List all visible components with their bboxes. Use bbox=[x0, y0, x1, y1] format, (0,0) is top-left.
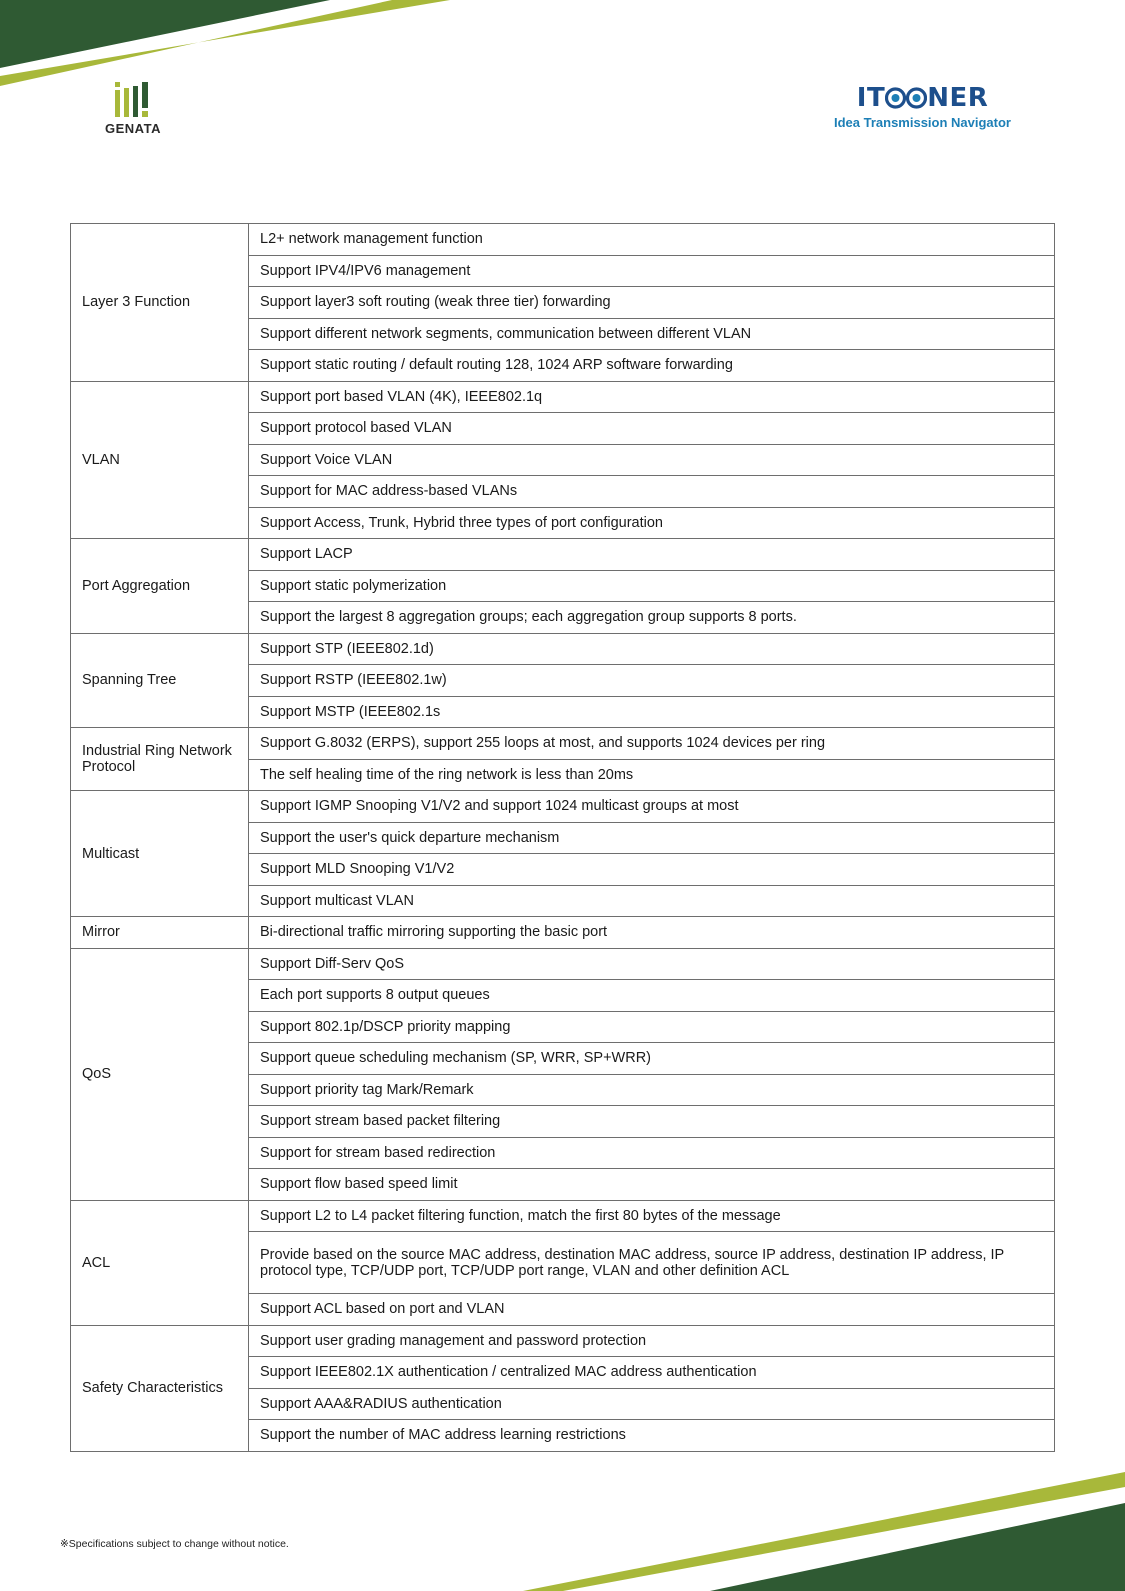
spec-feature: Support the user's quick departure mechanism bbox=[249, 822, 1055, 854]
spec-feature: Support user grading management and password protection bbox=[249, 1325, 1055, 1357]
spec-feature: L2+ network management function bbox=[249, 224, 1055, 256]
spec-category: Layer 3 Function bbox=[71, 224, 249, 382]
table-row bbox=[71, 633, 1055, 665]
spec-feature: Support layer3 soft routing (weak three tier) forwarding bbox=[249, 287, 1055, 319]
spec-feature: Support port based VLAN (4K), IEEE802.1q bbox=[249, 381, 1055, 413]
spec-feature: Support IGMP Snooping V1/V2 and support 1024 multicast groups at most bbox=[249, 791, 1055, 823]
genata-logo bbox=[98, 82, 168, 136]
spec-feature: Support MSTP (IEEE802.1s bbox=[249, 696, 1055, 728]
spec-feature: Support the largest 8 aggregation groups; each aggregation group supports 8 ports. bbox=[249, 602, 1055, 634]
spec-feature: Support flow based speed limit bbox=[249, 1169, 1055, 1201]
itooner-logo bbox=[830, 84, 1015, 130]
spec-category: Port Aggregation bbox=[71, 539, 249, 634]
table-row bbox=[71, 1200, 1055, 1232]
spec-feature: Support MLD Snooping V1/V2 bbox=[249, 854, 1055, 886]
spec-feature: Support L2 to L4 packet filtering function, match the first 80 bytes of the message bbox=[249, 1200, 1055, 1232]
spec-feature: Support ACL based on port and VLAN bbox=[249, 1294, 1055, 1326]
spec-feature: Support LACP bbox=[249, 539, 1055, 571]
spec-feature: Support 802.1p/DSCP priority mapping bbox=[249, 1011, 1055, 1043]
spec-feature: Support IEEE802.1X authentication / centralized MAC address authentication bbox=[249, 1357, 1055, 1389]
spec-category: VLAN bbox=[71, 381, 249, 539]
spec-feature: Support for stream based redirection bbox=[249, 1137, 1055, 1169]
spec-feature: Support STP (IEEE802.1d) bbox=[249, 633, 1055, 665]
wordmark-prefix: IT bbox=[856, 83, 886, 113]
spec-category: ACL bbox=[71, 1200, 249, 1325]
table-row bbox=[71, 948, 1055, 980]
spec-feature: Support for MAC address-based VLANs bbox=[249, 476, 1055, 508]
specification-table bbox=[70, 223, 1055, 1452]
genata-bars-logo-icon bbox=[114, 82, 152, 118]
spec-feature: Support different network segments, communication between different VLAN bbox=[249, 318, 1055, 350]
spec-feature: Support G.8032 (ERPS), support 255 loops at most, and supports 1024 devices per ring bbox=[249, 728, 1055, 760]
spec-category: Mirror bbox=[71, 917, 249, 949]
table-row bbox=[71, 791, 1055, 823]
footer-note: ※Specifications subject to change without notice. bbox=[60, 1538, 289, 1550]
specification-table-body bbox=[71, 224, 1055, 1452]
spec-feature: Support the number of MAC address learning restrictions bbox=[249, 1420, 1055, 1452]
spec-category: Spanning Tree bbox=[71, 633, 249, 728]
spec-feature: Support priority tag Mark/Remark bbox=[249, 1074, 1055, 1106]
spec-feature: Each port supports 8 output queues bbox=[249, 980, 1055, 1012]
spec-category: QoS bbox=[71, 948, 249, 1200]
spec-feature: Support Access, Trunk, Hybrid three types of port configuration bbox=[249, 507, 1055, 539]
itooner-eyes-logo-icon bbox=[885, 87, 927, 109]
genata-brand-text: GENATA bbox=[105, 121, 161, 136]
spec-feature: The self healing time of the ring network is less than 20ms bbox=[249, 759, 1055, 791]
spec-feature: Provide based on the source MAC address, destination MAC address, source IP address, destination IP address, IP protocol type, TCP/UDP port, TCP/UDP port range, VLAN and other definition ACL bbox=[249, 1232, 1055, 1294]
spec-feature: Support Diff-Serv QoS bbox=[249, 948, 1055, 980]
table-row bbox=[71, 917, 1055, 949]
spec-feature: Support Voice VLAN bbox=[249, 444, 1055, 476]
spec-feature: Support protocol based VLAN bbox=[249, 413, 1055, 445]
table-row bbox=[71, 381, 1055, 413]
table-row bbox=[71, 1325, 1055, 1357]
spec-feature: Support stream based packet filtering bbox=[249, 1106, 1055, 1138]
wordmark-suffix: NER bbox=[927, 83, 989, 113]
itooner-tagline: Idea Transmission Navigator bbox=[833, 115, 1011, 130]
spec-feature: Support IPV4/IPV6 management bbox=[249, 255, 1055, 287]
spec-feature: Support AAA&RADIUS authentication bbox=[249, 1388, 1055, 1420]
spec-category: Industrial Ring Network Protocol bbox=[71, 728, 249, 791]
top-left-dark-stripe bbox=[0, 0, 330, 68]
table-row bbox=[71, 539, 1055, 571]
spec-feature: Support multicast VLAN bbox=[249, 885, 1055, 917]
spec-feature: Bi-directional traffic mirroring supporting the basic port bbox=[249, 917, 1055, 949]
table-row bbox=[71, 224, 1055, 256]
spec-category: Multicast bbox=[71, 791, 249, 917]
spec-feature: Support RSTP (IEEE802.1w) bbox=[249, 665, 1055, 697]
itooner-wordmark bbox=[830, 84, 1015, 112]
table-row bbox=[71, 728, 1055, 760]
spec-feature: Support static routing / default routing 128, 1024 ARP software forwarding bbox=[249, 350, 1055, 382]
spec-feature: Support queue scheduling mechanism (SP, WRR, SP+WRR) bbox=[249, 1043, 1055, 1075]
spec-feature: Support static polymerization bbox=[249, 570, 1055, 602]
spec-category: Safety Characteristics bbox=[71, 1325, 249, 1451]
